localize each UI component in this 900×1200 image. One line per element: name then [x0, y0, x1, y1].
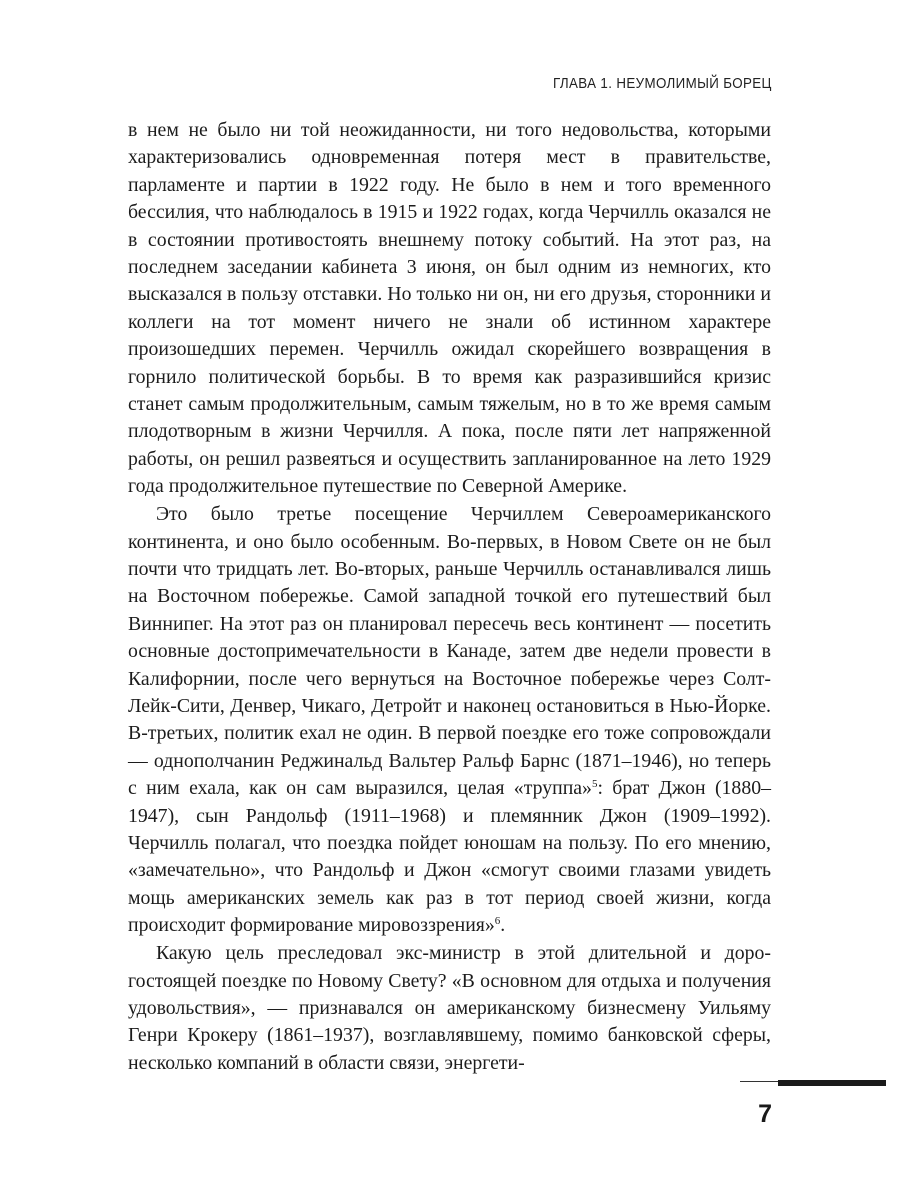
- paragraph-1: в нем не было ни той неожиданности, ни того недовольства, которыми характеризовались одновременная потеря мест в правительстве, парламенте и партии в 1922 году. Не было в нем и того временного бессилия, что наблюдалось в 1915 и 1922 годах, когда Черчилль оказался не в состоянии противостоять внешнему потоку событий. На этот раз, на последнем заседании кабинета 3 июня, он был одним из немногих, кто высказался в пользу отставки. Но только ни он, ни его друзья, сторонники и коллеги на тот момент ничего не знали об истинном характере произошедших перемен. Черчилль ожидал скорейшего возвращения в горнило политической борьбы. В то время как разразившийся кризис станет самым продолжительным, самым тяжелым, но в то же время самым плодотворным в жизни Черчилля. А пока, после пяти лет напряженной работы, он решил развеяться и осуществить запланированное на лето 1929 года продолжительное путешествие по Северной Америке.: [128, 119, 771, 498]
- paragraph-2: [128, 501, 771, 940]
- footnote-ref-5[interactable]: 5: [591, 778, 598, 791]
- body-text: [128, 117, 771, 1077]
- page-number: 7: [758, 1100, 772, 1128]
- running-header: ГЛАВА 1. НЕУМОЛИМЫЙ БОРЕЦ: [553, 76, 772, 92]
- footer-rule-thick: [778, 1080, 886, 1086]
- footnote-ref-6[interactable]: 6: [494, 915, 501, 928]
- paragraph-2-part-b: : брат Джон (1880–1947), сын Рандольф (1911–1968) и племянник Джон (1909–1992). Черчилль полагал, что поездка пойдет юношам на пользу. По его мнению, «замечательно», что Рандольф и Джон «смогут своими глазами увидеть мощь американских земель как раз в тот период своей жизни, когда происходит формирование мировоззрения»: [128, 777, 771, 937]
- paragraph-2-part-a: Это было третье посещение Черчиллем Североамериканского континента, и оно было особенным. Во-первых, в Новом Свете он не был почти что тридцать лет. Во-вторых, раньше Черчилль останавливался лишь на Восточном побережье. Самой западной точкой его путешествий был Виннипег. На этот раз он планировал пересечь весь континент — посетить основные достопримечательности в Канаде, затем две недели провести в Калифорнии, после чего вернуться на Восточное побережье через Солт-Лейк-Сити, Денвер, Чикаго, Детройт и наконец остановиться в Нью-Йорке. В-третьих, политик ехал не один. В первой поездке его тоже сопровождали — однополчанин Реджинальд Вальтер Ральф Барнс (1871–1946), но теперь с ним ехала, как он сам выразился, целая «труппа»: [128, 503, 771, 800]
- footer-rule-thin: [740, 1081, 780, 1082]
- paragraph-2-part-c: .: [500, 914, 506, 937]
- paragraph-3: Какую цель преследовал экс-министр в этой длительной и дорогостоящей поездке по Новому Свету? «В основном для отдыха и получения удовольствия», — признавался он американскому бизнесмену Уильяму Генри Крокеру (1861–1937), возглавлявшему, помимо банковской сферы, несколько компаний в области связи, энергети-: [128, 942, 771, 1074]
